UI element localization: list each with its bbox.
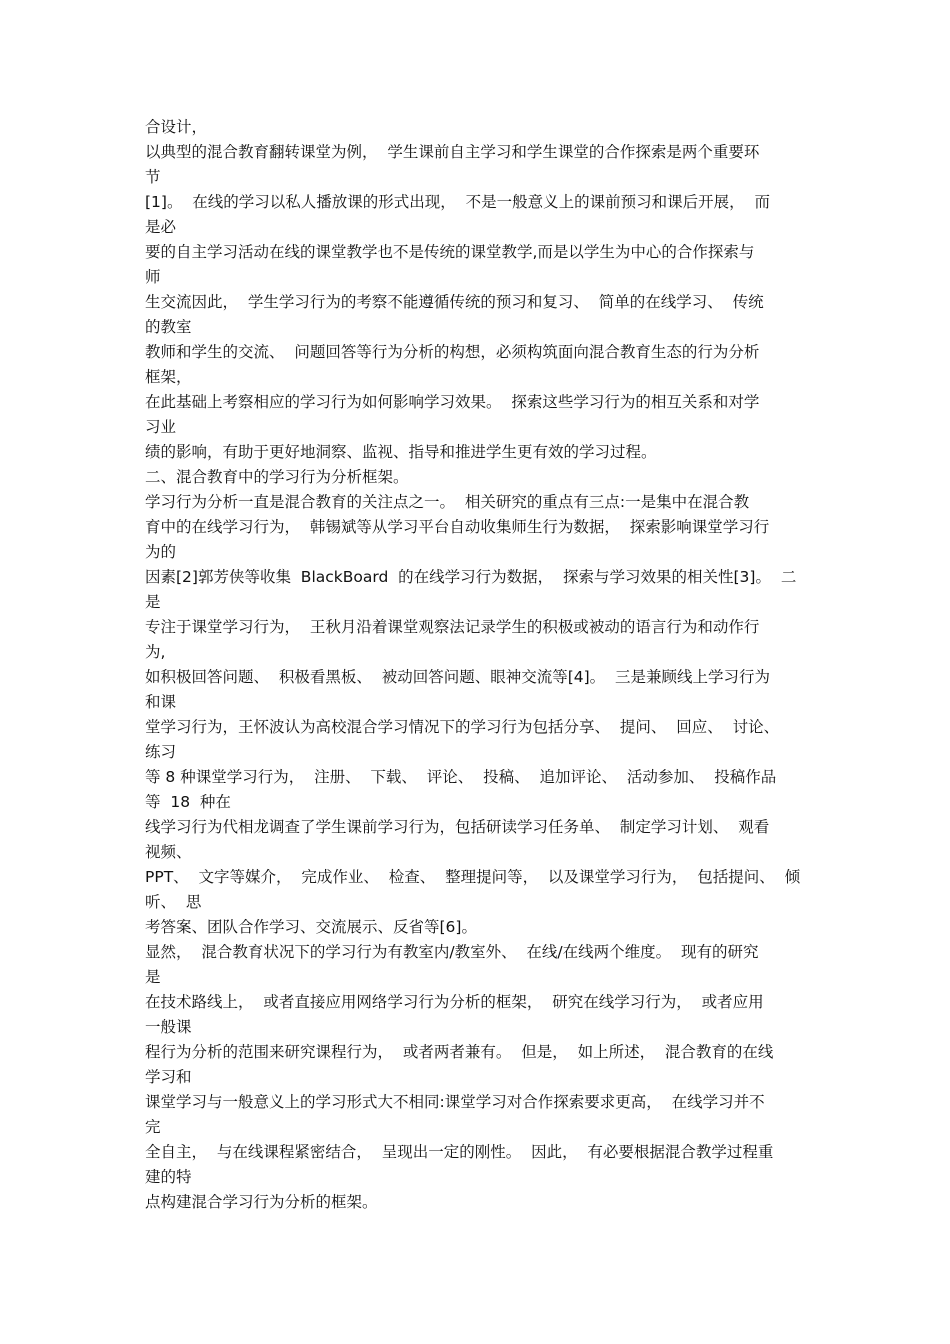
text-line: 绩的影响，有助于更好地洞察、监视、指导和推进学生更有效的学习过程。 xyxy=(145,443,657,461)
text-line: 全自主， 与在线课程紧密结合， 呈现出一定的刚性。 因此， 有必要根据混合教学过程重 xyxy=(145,1143,774,1161)
text-line: 是必 xyxy=(145,218,177,236)
text-line: 点构建混合学习行为分析的框架。 xyxy=(145,1193,378,1211)
text-line: 合设计， xyxy=(145,118,208,136)
text-line: 是 xyxy=(145,968,161,986)
text-line: 习业 xyxy=(145,418,177,436)
text-line: 如积极回答问题、 积极看黑板、 被动回答问题、眼神交流等[4]。 三是兼顾线上学习行为 xyxy=(145,668,771,686)
text-line: 框架， xyxy=(145,368,192,386)
text-line: 在技术路线上， 或者直接应用网络学习行为分析的框架， 研究在线学习行为， 或者应用 xyxy=(145,993,764,1011)
text-line: 建的特 xyxy=(145,1168,192,1186)
text-line: PPT、 文字等媒介， 完成作业、 检查、 整理提问等， 以及课堂学习行为， 包括提问、 倾 xyxy=(145,868,801,886)
text-line: 等 8 种课堂学习行为， 注册、 下载、 评论、 投稿、 追加评论、 活动参加、 投稿作品 xyxy=(145,768,777,786)
text-line: 课堂学习与一般意义上的学习形式大不相同:课堂学习对合作探索要求更高， 在线学习并不 xyxy=(145,1093,765,1111)
text-line: 为的 xyxy=(145,543,177,561)
text-line: 生交流因此， 学生学习行为的考察不能遵循传统的预习和复习、 简单的在线学习、 传统 xyxy=(145,293,764,311)
text-line: 为, xyxy=(145,643,166,661)
document-body xyxy=(145,115,810,1215)
text-line: 等 18 种在 xyxy=(145,793,231,811)
text-line: 节 xyxy=(145,168,161,186)
section-heading: 二、混合教育中的学习行为分析框架。 xyxy=(145,468,409,486)
text-line: 育中的在线学习行为， 韩锡斌等从学习平台自动收集师生行为数据， 探索影响课堂学习行 xyxy=(145,518,770,536)
text-line: 学习和 xyxy=(145,1068,192,1086)
text-line: 以典型的混合教育翻转课堂为例， 学生课前自主学习和学生课堂的合作探索是两个重要环 xyxy=(145,143,760,161)
text-line: 因素[2]郭芳侠等收集 BlackBoard 的在线学习行为数据， 探索与学习效果的相关性[3]。 二 xyxy=(145,568,797,586)
text-line: 听、 思 xyxy=(145,893,202,911)
text-line: 专注于课堂学习行为， 王秋月沿着课堂观察法记录学生的积极或被动的语言行为和动作行 xyxy=(145,618,760,636)
text-line: 是 xyxy=(145,593,161,611)
text-line: 堂学习行为，王怀波认为高校混合学习情况下的学习行为包括分享、 提问、 回应、 讨论、 xyxy=(145,718,780,736)
text-line: 线学习行为代相龙调查了学生课前学习行为，包括研读学习任务单、 制定学习计划、 观看 xyxy=(145,818,770,836)
text-line: 师 xyxy=(145,268,161,286)
text-line: 教师和学生的交流、 问题回答等行为分析的构想，必须构筑面向混合教育生态的行为分析 xyxy=(145,343,760,361)
text-line: [1]。 在线的学习以私人播放课的形式出现， 不是一般意义上的课前预习和课后开展， 而 xyxy=(145,193,771,211)
text-line: 考答案、团队合作学习、交流展示、反省等[6]。 xyxy=(145,918,477,936)
text-line: 要的自主学习活动在线的课堂教学也不是传统的课堂教学,而是以学生为中心的合作探索与 xyxy=(145,243,755,261)
text-line: 一般课 xyxy=(145,1018,192,1036)
text-line: 程行为分析的范围来研究课程行为， 或者两者兼有。 但是， 如上所述， 混合教育的在线 xyxy=(145,1043,774,1061)
text-line: 的教室 xyxy=(145,318,192,336)
text-line: 学习行为分析一直是混合教育的关注点之一。 相关研究的重点有三点:一是集中在混合教 xyxy=(145,493,750,511)
text-line: 和课 xyxy=(145,693,177,711)
text-line: 在此基础上考察相应的学习行为如何影响学习效果。 探索这些学习行为的相互关系和对学 xyxy=(145,393,760,411)
text-line: 练习 xyxy=(145,743,177,761)
text-line: 视频、 xyxy=(145,843,192,861)
text-line: 显然， 混合教育状况下的学习行为有教室内/教室外、 在线/在线两个维度。 现有的研究 xyxy=(145,943,759,961)
text-line: 完 xyxy=(145,1118,161,1136)
